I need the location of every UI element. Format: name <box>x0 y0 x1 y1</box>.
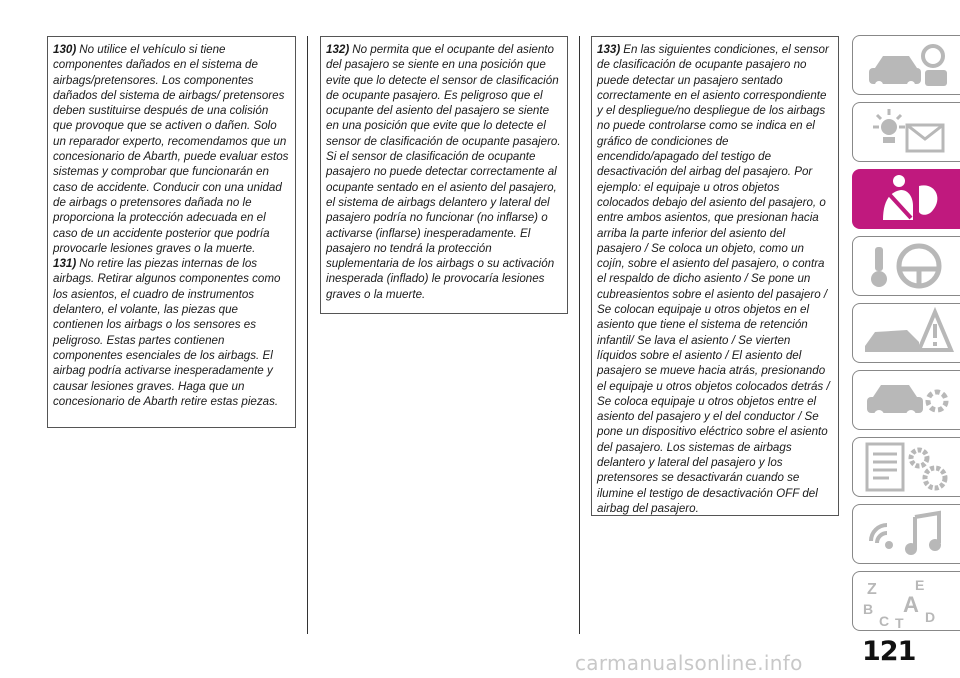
index-letter: D <box>925 609 936 625</box>
tab-safety[interactable] <box>852 169 960 229</box>
warning-number: 133) <box>597 43 621 56</box>
warning-text: No retire las piezas internas de los airbags. Retirar algunos componentes como los asientos, el cuadro de instrumentos delantero, el volante, las piezas que contienen los airbags o los sensores es peligroso. Estas partes contienen componentes esenciales de los airbags. El airbag podría activarse inesperadamente y causar lesiones graves. Haga que un concesionario de Abarth retire estas piezas. <box>53 257 281 408</box>
tab-warning-lights[interactable] <box>852 102 960 162</box>
tab-technical-data[interactable] <box>852 437 960 497</box>
index-letter: C <box>879 613 890 628</box>
warning-paragraph-131 <box>53 256 289 409</box>
warning-paragraph-132 <box>326 42 561 302</box>
key-steering-wheel-icon <box>859 239 955 293</box>
warning-number: 132) <box>326 43 350 56</box>
warning-light-envelope-icon <box>859 105 955 159</box>
warning-text: En las siguientes condiciones, el sensor de clasificación de ocupante pasajero no puede detectar un pasajero sentado correctamente en el asiento correspondiente y el despliegue/no despliegue de los airbags no puede controlarse como se indica en el gráfico de condiciones de encendido/apagado del testigo de desactivación del airbag del pasajero. Por ejemplo: el equipaje u otros objetos colocados debajo del asiento del pasajero, o entre ambos asientos, que presionan hacia arriba la parte inferior del asiento del pasajero / Se coloca un objeto, como un cojín, sobre el asiento del pasajero, o contra el respaldo de dicho asiento / Se pone un cubreasientos sobre el asiento del pasajero / Se colocan equipaje u otros objetos en el asiento que tiene el sistema de retención infantil/ Se lava el asiento / Se vierten líquidos sobre el asiento / El asiento del pasajero se mueve hacia atrás, presionando el equipaje u otros objetos colocados detrás / Se coloca equipaje u otros objetos entre el asiento del pasajero y el del conductor / Se pone un dispositivo eléctrico sobre el asiento del pasajero. Los sistemas de airbags delantero y lateral del pasajero y los pretensores se desactivarán cuando se ilumine el testigo de desactivación OFF del airbag del pasajero. <box>597 43 830 515</box>
index-letter: Z <box>867 581 877 598</box>
index-letter: T <box>895 615 904 628</box>
column-divider-left <box>307 36 308 634</box>
seatbelt-airbag-icon <box>859 172 955 226</box>
tab-emergency[interactable] <box>852 303 960 363</box>
warning-number: 130) <box>53 43 77 56</box>
tab-maintenance[interactable] <box>852 370 960 430</box>
page-number: 121 <box>862 636 916 667</box>
tab-starting-driving[interactable] <box>852 236 960 296</box>
multimedia-music-icon <box>859 507 955 561</box>
tab-multimedia[interactable] <box>852 504 960 564</box>
index-letter: B <box>863 601 874 617</box>
warning-text: No permita que el ocupante del asiento del pasajero se siente en una posición que evite que lo detecte el sensor de clasificación de ocupante pasajero. Es peligroso que el ocupante del asiento del pasajero se siente en una posición que evite que lo detecte el sensor de clasificación de ocupante pasajero. Si el sensor de clasificación de ocupante pasajero no puede detectar correctamente al ocupante sentado en el asiento del pasajero, el sistema de airbags delantero y lateral del pasajero podría no funcionar (no inflarse) o activarse (inflarse) inesperadamente. El pasajero no tendrá la protección suplementaria de los airbags o su activación inesperada (inflado) le provocaría lesiones graves o la muerte. <box>326 43 561 301</box>
alphabetical-index-icon <box>859 574 955 628</box>
breakdown-warning-triangle-icon <box>859 306 955 360</box>
warning-number: 131) <box>53 257 77 271</box>
tab-dashboard[interactable] <box>852 35 960 95</box>
car-dashboard-icon <box>859 38 955 92</box>
watermark: carmanualsonline.info <box>575 651 803 675</box>
warning-box-middle <box>320 36 568 314</box>
warning-box-right <box>591 36 839 516</box>
car-service-icon <box>859 373 955 427</box>
warning-paragraph-133 <box>597 42 832 516</box>
tab-index[interactable] <box>852 571 960 631</box>
column-divider-right <box>579 36 580 634</box>
index-letter: A <box>903 592 919 617</box>
warning-text: No utilice el vehículo si tiene componentes dañados en el sistema de airbags/pretensores. Los componentes dañados del sistema de airbags/ pretensores deben sustituirse después de una colisión que provoque que se activen o dañen. Solo un reparador experto, recomendamos que un concesionario de Abarth, puede evaluar estos sistemas y comprobar que funcionarán en caso de accidente. Conducir con una unidad de airbags o pretensores dañada no le proporciona la protección adecuada en el caso de un accidente posterior que podría provocarle lesiones graves o la muerte. <box>53 43 289 255</box>
index-letter: E <box>915 577 925 593</box>
warning-paragraph-130 <box>53 42 289 256</box>
specifications-gears-icon <box>859 440 955 494</box>
warning-box-left <box>47 36 296 428</box>
